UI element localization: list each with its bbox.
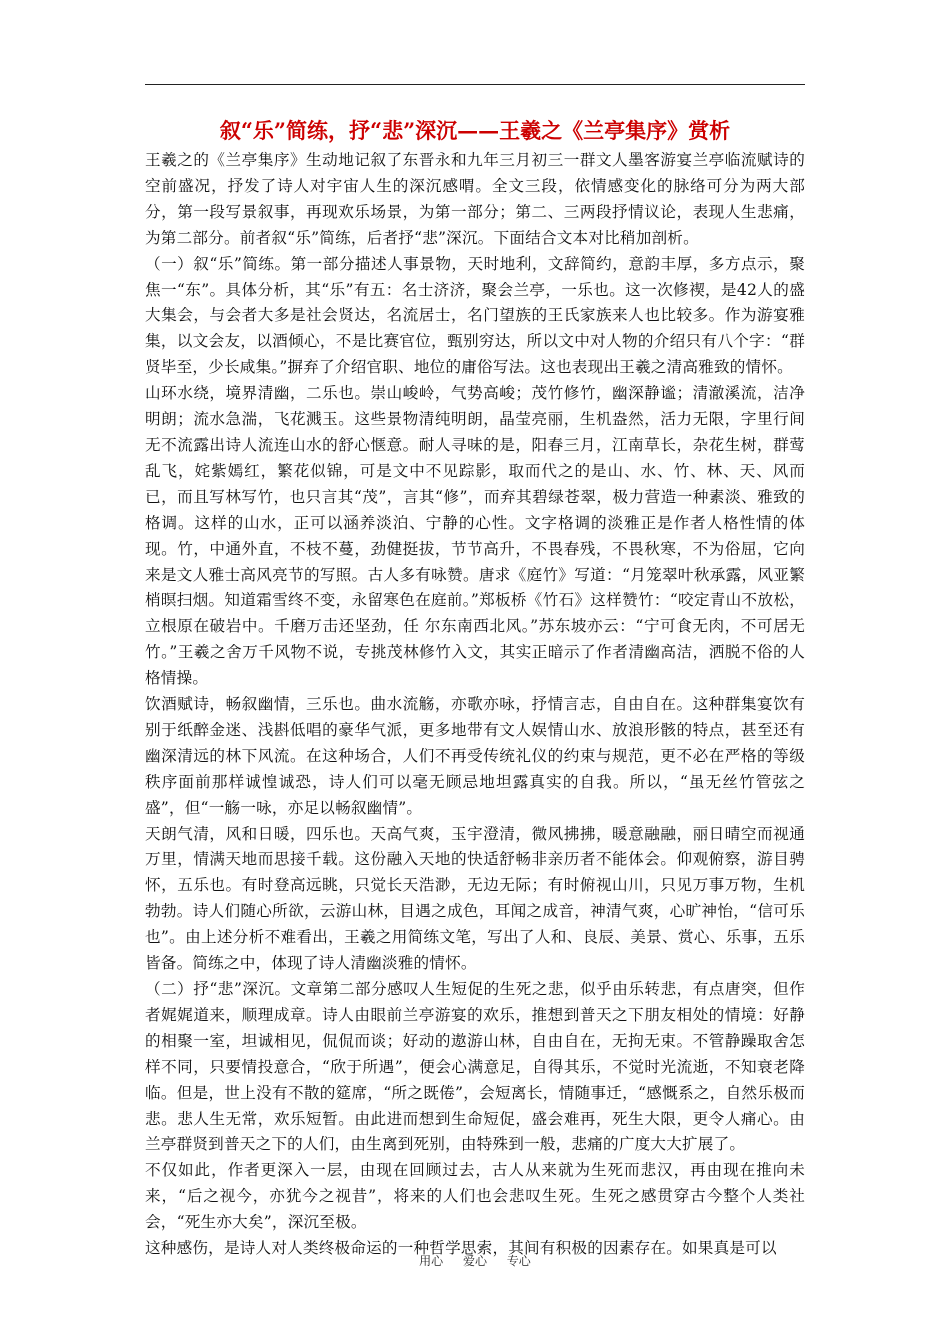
paragraph-closing: 这种感伤，是诗人对人类终极命运的一种哲学思索，其间有积极的因素存在。如果真是可以: [145, 1239, 777, 1258]
paragraph-fourth-fifth-joy: 天朗气清，风和日暖，四乐也。天高气爽，玉宇澄清，微风拂拂，暖意融融，丽日晴空而视通万里，情满天地而思接千载。这份融入天地的快适舒畅非亲历者不能体会。仰观俯察，游目骋怀，五乐也。有时登高远眺，只觉长天浩渺，无边无际；有时俯视山川，只见万事万物，生机勃勃。诗人们随心所欲，云游山林，目遇之成色，耳闻之成音，神清气爽，心旷神怡，“信可乐也”。由上述分析不难看出，王羲之用简练文笔，写出了人和、良辰、美景、赏心、乐事，五乐皆备。简练之中，体现了诗人清幽淡雅的情怀。: [145, 824, 805, 973]
paragraph-section-two: （二）抒“悲”深沉。文章第二部分感叹人生短促的生死之悲，似乎由乐转悲，有点唐突，但作者娓娓道来，顺理成章。诗人由眼前兰亭游宴的欢乐，推想到普天之下朋友相处的情境：好静的相聚一室，坦诚相见，侃侃而谈；好动的遨游山林，自由自在，无拘无束。不管静躁取舍怎样不同，只要情投意合，“欣于所遇”，便会心满意足，自得其乐，不觉时光流逝，不知衰老降临。但是，世上没有不散的筵席，“所之既倦”，会短离长，情随事迁，“感慨系之，自然乐极而悲。悲人生无常，欢乐短暂。由此进而想到生命短促，盛会难再，死生大限，更令人痛心。由兰亭群贤到普天之下的人们，由生离到死别，由特殊到一般，悲痛的广度大大扩展了。: [145, 980, 805, 1154]
page-footer: 用心 爱心 专心: [419, 1254, 531, 1268]
article-body: [145, 148, 805, 1262]
paragraph-section-one: （一）叙“乐”简练。第一部分描述人事景物，天时地利，文辞简约，意韵丰厚，多方点示，聚焦一“东”。具体分析，其“乐”有五：名士济济，聚会兰亭，一乐也。这一次修禊，是42人的盛大集会，与会者大多是社会贤达，名流居士，名门望族的王氏家族来人也比较多。作为游宴雅集，以文会友，以酒倾心，不是比赛官位，甄别穷达，所以文中对人物的介绍只有八个字：“群贤毕至，少长咸集。”摒弃了介绍官职、地位的庸俗写法。这也表现出王羲之清高雅致的情怀。: [145, 254, 805, 377]
header-rule: [145, 84, 805, 85]
paragraph-second-joy: 山环水绕，境界清幽，二乐也。崇山峻岭，气势高峻；茂竹修竹，幽深静谧；清澈溪流，洁净明朗；流水急湍，飞花溅玉。这些景物清纯明朗，晶莹亮丽，生机盎然，活力无限，字里行间无不流露出诗人流连山水的舒心惬意。耐人寻味的是，阳春三月，江南草长，杂花生树，群莺乱飞，姹紫嫣红，繁花似锦，可是文中不见踪影，取而代之的是山、水、竹、林、天、风而已，而且写林写竹，也只言其“茂”，言其“修”，而弃其碧绿苍翠，极力营造一种素淡、雅致的格调。这样的山水，正可以涵养淡泊、宁静的心性。文字格调的淡雅正是作者人格性情的体现。竹，中通外直，不枝不蔓，劲健挺拔，节节高升，不畏春残，不畏秋寒，不为俗屈，它向来是文人雅士高风亮节的写照。古人多有咏赞。唐求《庭竹》写道：“月笼翠叶秋承露，风亚繁梢暝扫烟。知道霜雪终不变，永留寒色在庭前。”郑板桥《竹石》这样赞竹：“咬定青山不放松，立根原在破岩中。千磨万击还坚劲，任 尔东南西北风。”苏东坡亦云：“宁可食无肉，不可居无竹。”王羲之舍万千风物不说，专挑茂林修竹入文，其实正暗示了作者清幽高洁，洒脱不俗的人格情操。: [145, 384, 805, 688]
paragraph-intro: 王羲之的《兰亭集序》生动地记叙了东晋永和九年三月初三一群文人墨客游宴兰亭临流赋诗的空前盛况，抒发了诗人对宇宙人生的深沉感喟。全文三段，依情感变化的脉络可分为两大部分，第一段写景叙事，再现欢乐场景，为第一部分；第二、三两段抒情议论，表现人生悲痛，为第二部分。前者叙“乐”简练，后者抒“悲”深沉。下面结合文本对比稍加剖析。: [145, 151, 805, 247]
article-title: 叙“乐”简练，抒“悲”深沉——王羲之《兰亭集序》赏析: [219, 118, 731, 143]
paragraph-third-joy: 饮酒赋诗，畅叙幽情，三乐也。曲水流觞，亦歌亦咏，抒情言志，自由自在。这种群集宴饮有别于纸醉金迷、浅斟低唱的豪华气派，更多地带有文人娱情山水、放浪形骸的特点，甚至还有幽深清远的林下风流。在这种场合，人们不再受传统礼仪的约束与规范，更不必在严格的等级秩序面前那样诚惶诚恐，诗人们可以毫无顾忌地坦露真实的自我。所以，“虽无丝竹管弦之盛”，但“一觞一咏，亦足以畅叙幽情”。: [145, 695, 805, 817]
paragraph-deeper: 不仅如此，作者更深入一层，由现在回顾过去，古人从来就为生死而悲汉，再由现在推向未来，“后之视今，亦犹今之视昔”，将来的人们也会悲叹生死。生死之感贯穿古今整个人类社会，“死生亦大矣”，深沉至极。: [145, 1161, 805, 1232]
